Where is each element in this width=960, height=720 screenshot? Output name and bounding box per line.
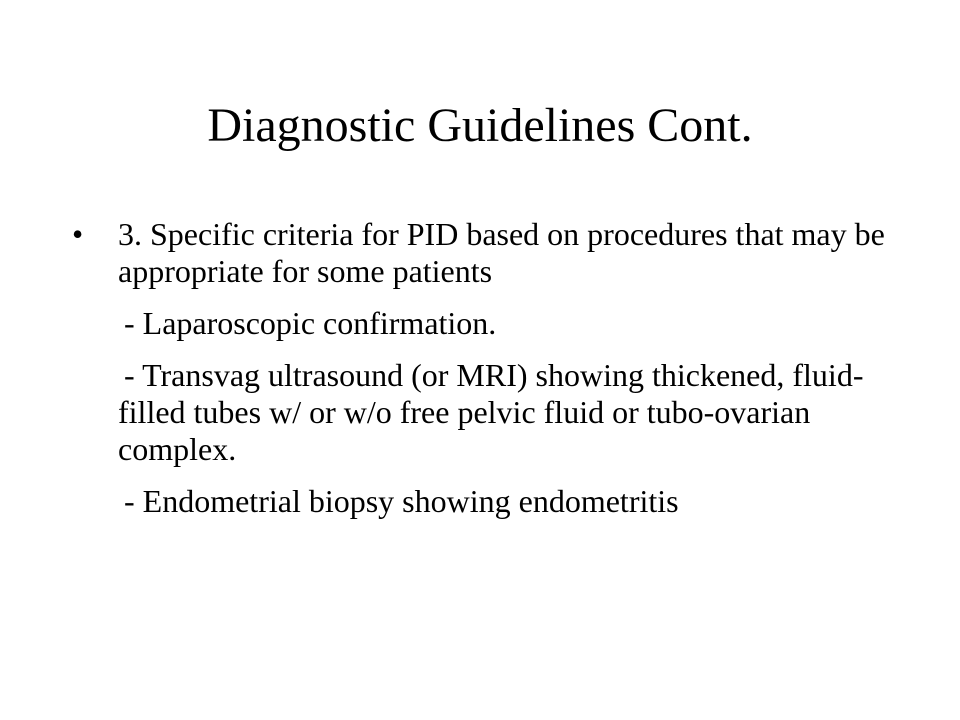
sub-item-laparoscopic: - Laparoscopic confirmation. bbox=[124, 305, 497, 341]
bullet-marker: • bbox=[72, 216, 84, 252]
slide-body bbox=[72, 216, 898, 535]
sub-item-biopsy: - Endometrial biopsy showing endometritis bbox=[124, 483, 679, 519]
slide-title: Diagnostic Guidelines Cont. bbox=[207, 99, 753, 152]
bullet-text: 3. Specific criteria for PID based on procedures that may be appropriate for some patients bbox=[118, 216, 885, 289]
sub-item-ultrasound: - Transvag ultrasound (or MRI) showing thickened, fluid-filled tubes w/ or w/o free pelvic fluid or tubo-ovarian complex. bbox=[118, 357, 864, 467]
